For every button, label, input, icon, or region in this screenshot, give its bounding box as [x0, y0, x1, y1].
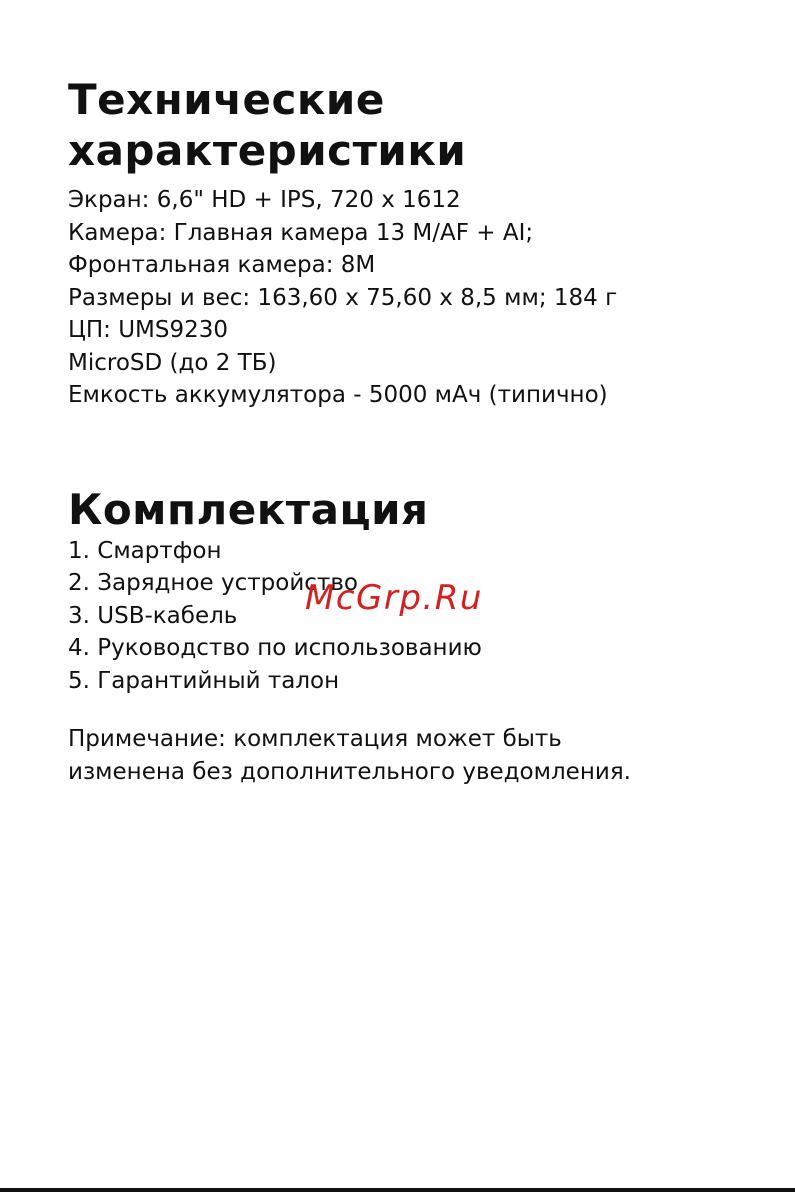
spec-item: ЦП: UMS9230 [68, 317, 229, 343]
spec-item: Емкость аккумулятора - 5000 мАч (типично) [68, 382, 608, 408]
spec-item: Фронтальная камера: 8M [68, 252, 376, 278]
bottom-divider [0, 1188, 795, 1192]
specs-heading-line2: характеристики [68, 126, 467, 175]
specs-section [68, 74, 768, 412]
package-item: 3. USB-кабель [68, 602, 238, 629]
package-item: 5. Гарантийный талон [68, 667, 340, 694]
spec-item: Экран: 6,6" HD + IPS, 720 x 1612 [68, 187, 461, 213]
specs-heading [68, 74, 768, 176]
specs-heading-line1: Технические [68, 75, 385, 124]
package-section [68, 484, 768, 789]
spec-item: MicroSD (до 2 ТБ) [68, 349, 277, 376]
package-item: 2. Зарядное устройство [68, 570, 358, 596]
specs-list [68, 184, 768, 412]
package-item: 4. Руководство по использованию [68, 635, 482, 661]
package-item: 1. Смартфон [68, 537, 222, 564]
document-content [68, 74, 768, 811]
note-paragraph [68, 723, 768, 788]
note-line2: изменена без дополнительного уведомления. [68, 758, 631, 785]
spec-item: Размеры и вес: 163,60 x 75,60 x 8,5 мм; 184 г [68, 284, 618, 311]
note-line1: Примечание: комплектация может быть [68, 726, 562, 752]
watermark-text: McGrp.Ru [305, 578, 483, 618]
package-heading: Комплектация [68, 484, 429, 534]
spec-item: Камера: Главная камера 13 М/AF + AI; [68, 219, 534, 246]
